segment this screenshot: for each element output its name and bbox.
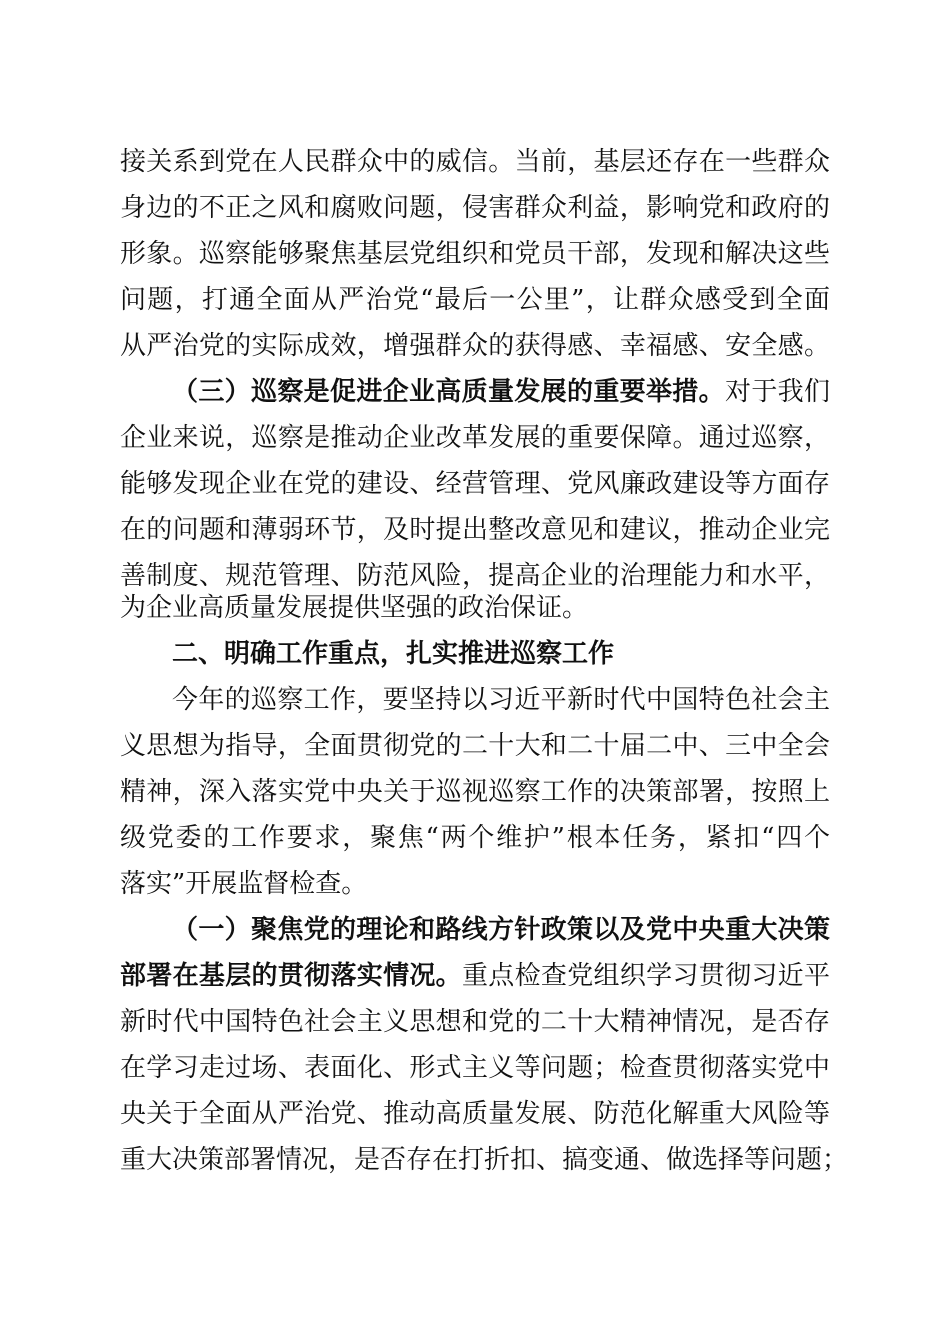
paragraph-line: 在学习走过场、表面化、形式主义等问题；检查贯彻落实党中 [120, 1053, 830, 1083]
paragraph-line: 从严治党的实际成效，增强群众的获得感、幸福感、安全感。 [120, 331, 830, 361]
paragraph-line: 义思想为指导，全面贯彻党的二十大和二十届二中、三中全会 [120, 731, 830, 761]
paragraph-line: 重大决策部署情况，是否存在打折扣、搞变通、做选择等问题； [120, 1145, 849, 1175]
subsection-first-line [172, 372, 830, 412]
paragraph-line: 今年的巡察工作，要坚持以习近平新时代中国特色社会主 [172, 685, 830, 715]
subsection-second-line [120, 956, 830, 996]
paragraph-line: 精神，深入落实党中央关于巡视巡察工作的决策部署，按照上 [120, 777, 830, 807]
paragraph-line: 问题，打通全面从严治党“最后一公里”，让群众感受到全面 [120, 285, 830, 315]
paragraph-line: 为企业高质量发展提供坚强的政治保证。 [120, 593, 589, 623]
paragraph-line: 新时代中国特色社会主义思想和党的二十大精神情况，是否存 [120, 1007, 830, 1037]
paragraph-line: 身边的不正之风和腐败问题，侵害群众利益，影响党和政府的 [120, 193, 830, 223]
paragraph-line: 形象。巡察能够聚焦基层党组织和党员干部，发现和解决这些 [120, 239, 830, 269]
paragraph-line: 能够发现企业在党的建设、经营管理、党风廉政建设等方面存 [120, 469, 830, 499]
subsection-title-one-end: 部署在基层的贯彻落实情况。 [120, 961, 462, 991]
paragraph-text: 重点检查党组织学习贯彻习近平 [462, 961, 830, 991]
paragraph-line: 央关于全面从严治党、推动高质量发展、防范化解重大风险等 [120, 1099, 830, 1129]
paragraph-line: 善制度、规范管理、防范风险，提高企业的治理能力和水平， [120, 561, 830, 591]
section-heading: 二、明确工作重点，扎实推进巡察工作 [172, 639, 615, 669]
paragraph-line: 落实”开展监督检查。 [120, 869, 368, 899]
subsection-title-one: （一）聚焦党的理论和路线方针政策以及党中央重大决策 [172, 915, 830, 945]
paragraph-text: 对于我们 [724, 377, 830, 407]
paragraph-line: 级党委的工作要求，聚焦“两个维护”根本任务，紧扣“四个 [120, 823, 830, 853]
paragraph-line: 在的问题和薄弱环节，及时提出整改意见和建议，推动企业完 [120, 515, 830, 545]
paragraph-line: 企业来说，巡察是推动企业改革发展的重要保障。通过巡察， [120, 423, 830, 453]
paragraph-line: 接关系到党在人民群众中的威信。当前，基层还存在一些群众 [120, 147, 830, 177]
subsection-title-three: （三）巡察是促进企业高质量发展的重要举措。 [172, 377, 725, 407]
